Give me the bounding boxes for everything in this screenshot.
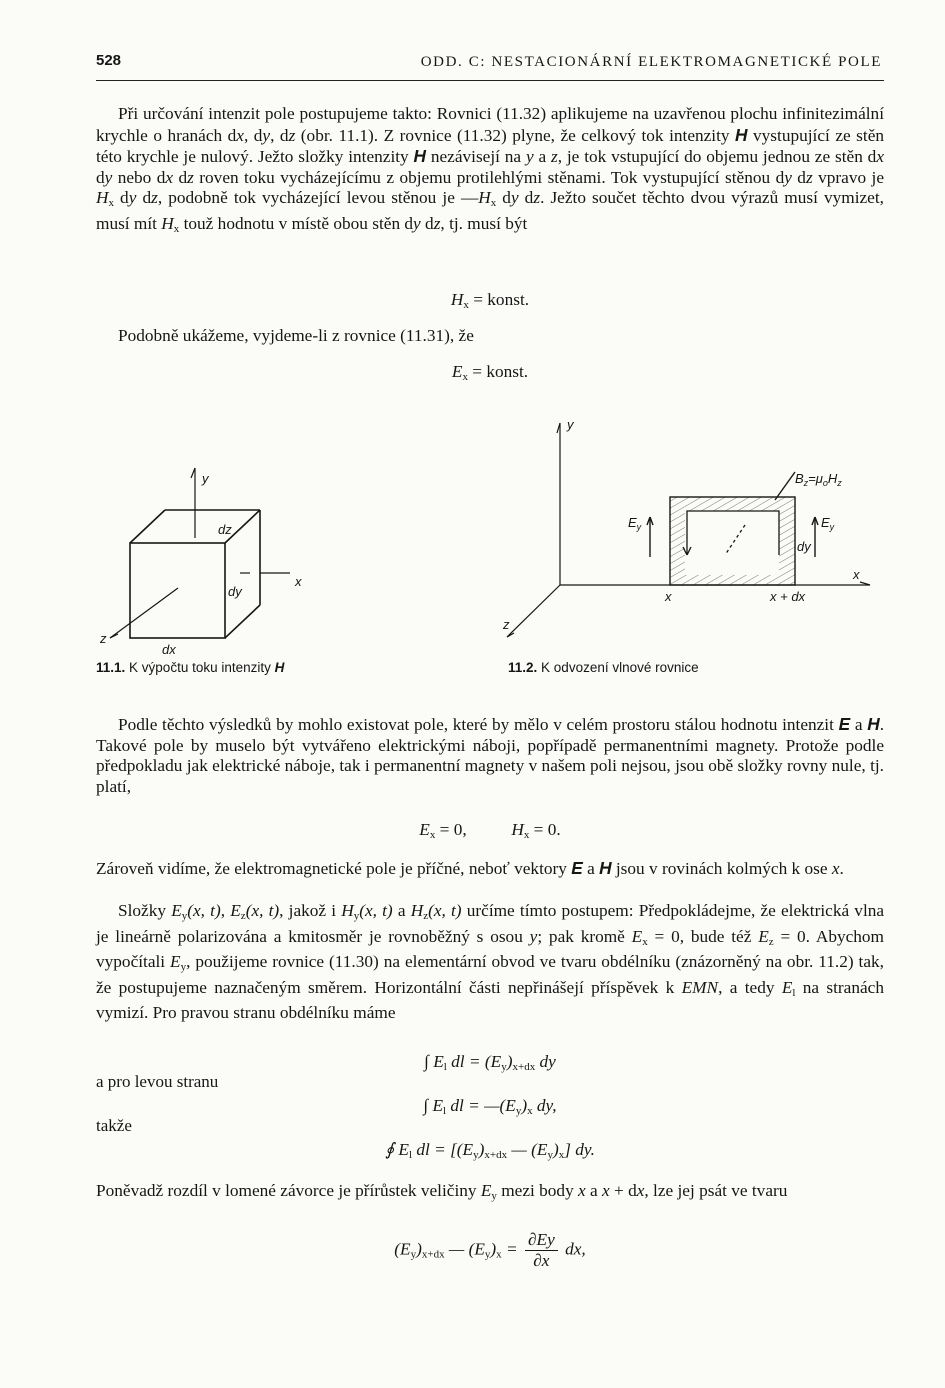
fig1-label-dz: dz bbox=[218, 522, 232, 537]
paragraph-6: Poněvadž rozdíl v lomené závorce je přírůstek veličiny $E_y$ mezi body x a x + dx, lze jej psát ve tvaru bbox=[96, 1181, 788, 1202]
fig2-label-x-right: x + dx bbox=[770, 589, 806, 604]
fig2-label-x-left: x bbox=[665, 589, 672, 604]
fig2-label-x: x bbox=[853, 567, 860, 582]
paragraph-3: Podle těchto výsledků by mohlo existovat pole, které by mělo v celém prostoru stálou hodnotu intenzit E a H. Takové pole by muselo být vytvářeno elektrickými náboji, popřípadě permanentními magnety. Protože podle předpokladu jak elektrické náboje, tak i permanentní magnety v našem poli nejsou, jsou obě složky rovny nule, tj. platí, bbox=[96, 714, 885, 796]
integral-left-side: ∫ $E_l$ dl = $—(E_y)_x$ dy, bbox=[423, 1096, 557, 1117]
closed-integral: ∮ $E_l$ dl = [$(E_y)_{x+dx}$ — $(E_y)_x$] dy. bbox=[385, 1140, 595, 1161]
running-header bbox=[96, 52, 884, 81]
fig2-label-z: z bbox=[503, 617, 510, 632]
paragraph-4: Zároveň vidíme, že elektromagnetické pole je příčné, neboť vektory E a H jsou v rovinách kolmých k ose x. bbox=[96, 858, 844, 878]
fig2-label-y: y bbox=[567, 417, 574, 432]
fig1-label-dy: dy bbox=[228, 584, 242, 599]
running-title: ODD. C: NESTACIONÁRNÍ ELEKTROMAGNETICKÉ POLE bbox=[420, 54, 882, 70]
figure-cube bbox=[90, 458, 340, 658]
figure-2-caption: 11.2. K odvození vlnové rovnice bbox=[508, 660, 699, 675]
fig1-label-z: z bbox=[100, 631, 107, 646]
paragraph-5: Složky $E_y(x$, t), $E_z(x$, t), jakož i $H_y(x$, t) a $H_z(x$, t) určíme tímto postupem: Předpokládejme, že elektrická vlna je lineárně polarizována a kmitosměr je rovnoběžný s osou y; pak kromě $E_x = 0$, bude též $E_z = 0$. Abychom vypočítali $E_y$, použijeme rovnice (11.30) na elementární obvod ve tvaru obdélníku (znázorněný na obr. 11.2) tak, že postupujeme naznačeným směrem. Horizontální části nepřinášejí příspěvek k EMN, a tedy $E_l$ na stranách vymizí. Pro pravou stranu obdélníku máme bbox=[96, 901, 885, 1022]
fraction: $\frac{\partial Ey}{\partial x}$ bbox=[525, 1230, 558, 1271]
fig1-label-dx: dx bbox=[162, 642, 176, 657]
equation-ex-const: $E_x$ = konst. bbox=[451, 362, 529, 383]
figure-1-caption: 11.1. K výpočtu toku intenzity H bbox=[96, 660, 285, 675]
paragraph-2: Podobně ukážeme, vyjdeme-li z rovnice (11.31), že bbox=[118, 326, 474, 345]
equation-ex-hx-zero: $E_x = 0$, $H_x = 0$. bbox=[419, 820, 561, 841]
label-left-side: a pro levou stranu bbox=[96, 1072, 219, 1091]
z-axis bbox=[110, 588, 178, 638]
fig2-label-ey-right: $E_y$ bbox=[821, 515, 835, 532]
integral-right-side: ∫ $E_l$ dl = $(E_y)_{x+dx}$ dy bbox=[424, 1052, 556, 1073]
equation-difference: $(E_y)_{x+dx}$ — $(E_y)_x$ = $\frac{\partial Ey}{\partial x}$ dx, bbox=[394, 1230, 586, 1270]
cube-front-face bbox=[130, 543, 225, 638]
paragraph-1: Při určování intenzit pole postupujeme takto: Rovnici (11.32) aplikujeme na uzavřenou plochu infinitezimální krychle o hranách dx, dy, dz (obr. 11.1). Z rovnice (11.32) plyne, že celkový tok intenzity H vystupující ze stěn této krychle je nulový. Ježto složky intenzity H nezávisejí na y a z, je tok vstupující do objemu jednou ze stěn dx dy nebo dx dz roven toku vycházejícímu z objemu protilehlými stěnami. Tok vystupující stěnou dy dz vpravo je $H_x$ dy dz, podobně tok vycházející levou stěnou je $—H_x$ dy dz. Ježto součet těchto dvou výrazů musí vymizet, musí mít $H_x$ touž hodnotu v místě obou stěn dy dz, tj. musí být bbox=[96, 104, 885, 235]
page-number: 528 bbox=[96, 52, 122, 69]
fig1-label-x: x bbox=[295, 574, 302, 589]
fig2-label-dy: dy bbox=[797, 539, 811, 554]
fig2-label-ey-left: $E_y$ bbox=[628, 515, 642, 532]
fig2-label-bz: $B_z=\mu_oH_z$ bbox=[795, 471, 842, 488]
label-therefore: takže bbox=[96, 1116, 132, 1135]
fig1-label-y: y bbox=[202, 471, 209, 486]
figure-circuit bbox=[495, 415, 880, 655]
equation-hx-const: $H_x$ = konst. bbox=[450, 290, 530, 311]
z-axis bbox=[507, 585, 560, 637]
bz-pointer bbox=[775, 472, 795, 500]
